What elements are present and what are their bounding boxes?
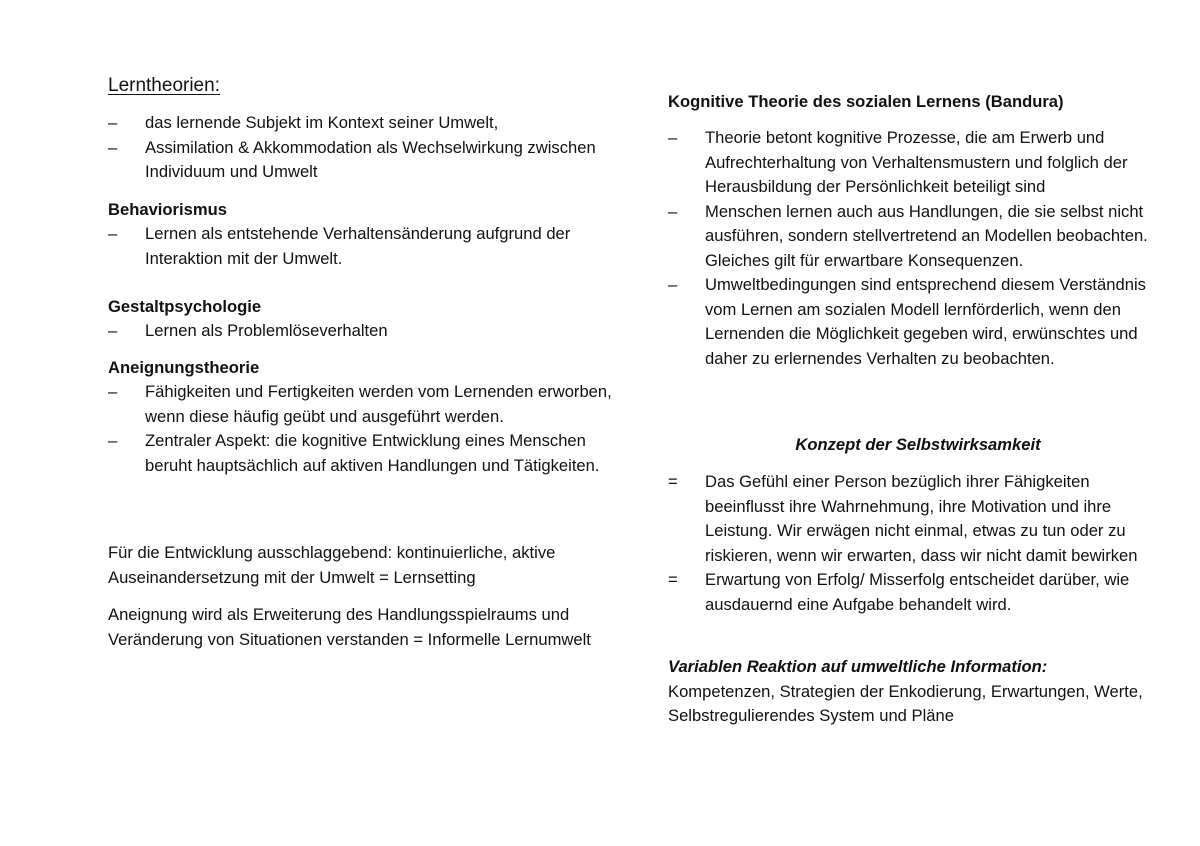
equals-marker: = — [668, 570, 678, 589]
behaviorismus-list — [108, 222, 628, 271]
list-item — [108, 222, 628, 271]
list-item-text: Theorie betont kognitive Prozesse, die am Erwerb und Aufrechterhaltung von Verhaltensmustern und folglich der Herausbildung der Persönlichkeit beteiligt sind — [705, 128, 1128, 196]
heading-bandura: Kognitive Theorie des sozialen Lernens (Bandura) — [668, 92, 1064, 111]
list-item-text: Menschen lernen auch aus Handlungen, die sie selbst nicht ausführen, sondern stellvertretend an Modellen beobachten. Gleiches gilt für erwartbare Konsequenzen. — [705, 201, 1148, 270]
title-text: Lerntheorien: — [108, 75, 220, 96]
list-item-text: Das Gefühl einer Person bezüglich ihrer Fähigkeiten beeinflusst ihre Wahrnehmung, ihre Motivation und ihre Leistung. Wir erwägen nicht einmal, etwas zu tun oder zu riskieren, wenn wir erwarten, dass wir nicht damit bewirken — [705, 472, 1138, 565]
selbstwirksamkeit-list — [668, 470, 1168, 617]
bandura-list — [668, 126, 1168, 371]
variablen-text: Kompetenzen, Strategien der Enkodierung, Erwartungen, Werte, Selbstregulierendes System und Pläne — [668, 681, 1143, 725]
page-title — [108, 74, 628, 99]
bullet-marker: – — [108, 224, 118, 243]
heading-behaviorismus: Behaviorismus — [108, 200, 227, 219]
heading-aneignungstheorie: Aneignungstheorie — [108, 358, 260, 377]
bullet-marker: – — [668, 275, 678, 294]
heading-variablen: Variablen Reaktion auf umweltliche Information: — [668, 657, 1048, 676]
bullet-marker: – — [108, 431, 118, 450]
heading-selbstwirksamkeit: Konzept der Selbstwirksamkeit — [795, 435, 1041, 454]
bullet-marker: – — [668, 128, 678, 147]
list-item — [108, 429, 628, 478]
list-item-text: Erwartung von Erfolg/ Misserfolg entscheidet darüber, wie ausdauernd eine Aufgabe behandelt wird. — [705, 570, 1130, 614]
list-item — [668, 273, 1168, 371]
list-item — [668, 568, 1168, 617]
intro-list — [108, 111, 628, 185]
list-item — [668, 126, 1168, 200]
list-item — [668, 200, 1168, 274]
list-item — [108, 380, 628, 429]
list-item-text: Assimilation & Akkommodation als Wechselwirkung zwischen Individuum und Umwelt — [145, 137, 596, 181]
list-item-text: Umweltbedingungen sind entsprechend diesem Verständnis vom Lernen am sozialen Modell lernförderlich, wenn den Lernenden die Möglichkeit gegeben wird, erwünschtes und daher zu erlernendes Verhalten zu beobachten. — [705, 275, 1146, 368]
paragraph-lernsetting: Für die Entwicklung ausschlaggebend: kontinuierliche, aktive Auseinandersetzung mit der Umwelt = Lernsetting — [108, 543, 556, 587]
list-item — [108, 111, 628, 136]
list-item — [108, 319, 628, 344]
aneignung-list — [108, 380, 628, 478]
bullet-marker: – — [108, 137, 118, 157]
bullet-marker: – — [668, 201, 678, 221]
bullet-marker: – — [108, 113, 118, 132]
equals-marker: = — [668, 472, 678, 491]
heading-gestaltpsychologie: Gestaltpsychologie — [108, 297, 262, 316]
list-item-text: Fähigkeiten und Fertigkeiten werden vom Lernenden erworben, wenn diese häufig geübt und ausgeführt werden. — [145, 382, 612, 426]
list-item-text: das lernende Subjekt im Kontext seiner Umwelt, — [145, 113, 499, 132]
list-item-text: Lernen als entstehende Verhaltensänderung aufgrund der Interaktion mit der Umwelt. — [145, 224, 571, 268]
bullet-marker: – — [108, 382, 118, 401]
list-item — [108, 136, 628, 185]
paragraph-informelle-lernumwelt: Aneignung wird als Erweiterung des Handlungsspielraums und Veränderung von Situationen verstanden = Informelle Lernumwelt — [108, 605, 591, 649]
list-item — [668, 470, 1168, 568]
gestalt-list — [108, 319, 628, 344]
list-item-text: Lernen als Problemlöseverhalten — [145, 321, 388, 340]
list-item-text: Zentraler Aspekt: die kognitive Entwicklung eines Menschen beruht hauptsächlich auf aktiven Handlungen und Tätigkeiten. — [145, 431, 600, 475]
bullet-marker: – — [108, 321, 118, 340]
variablen-block — [668, 655, 1168, 729]
